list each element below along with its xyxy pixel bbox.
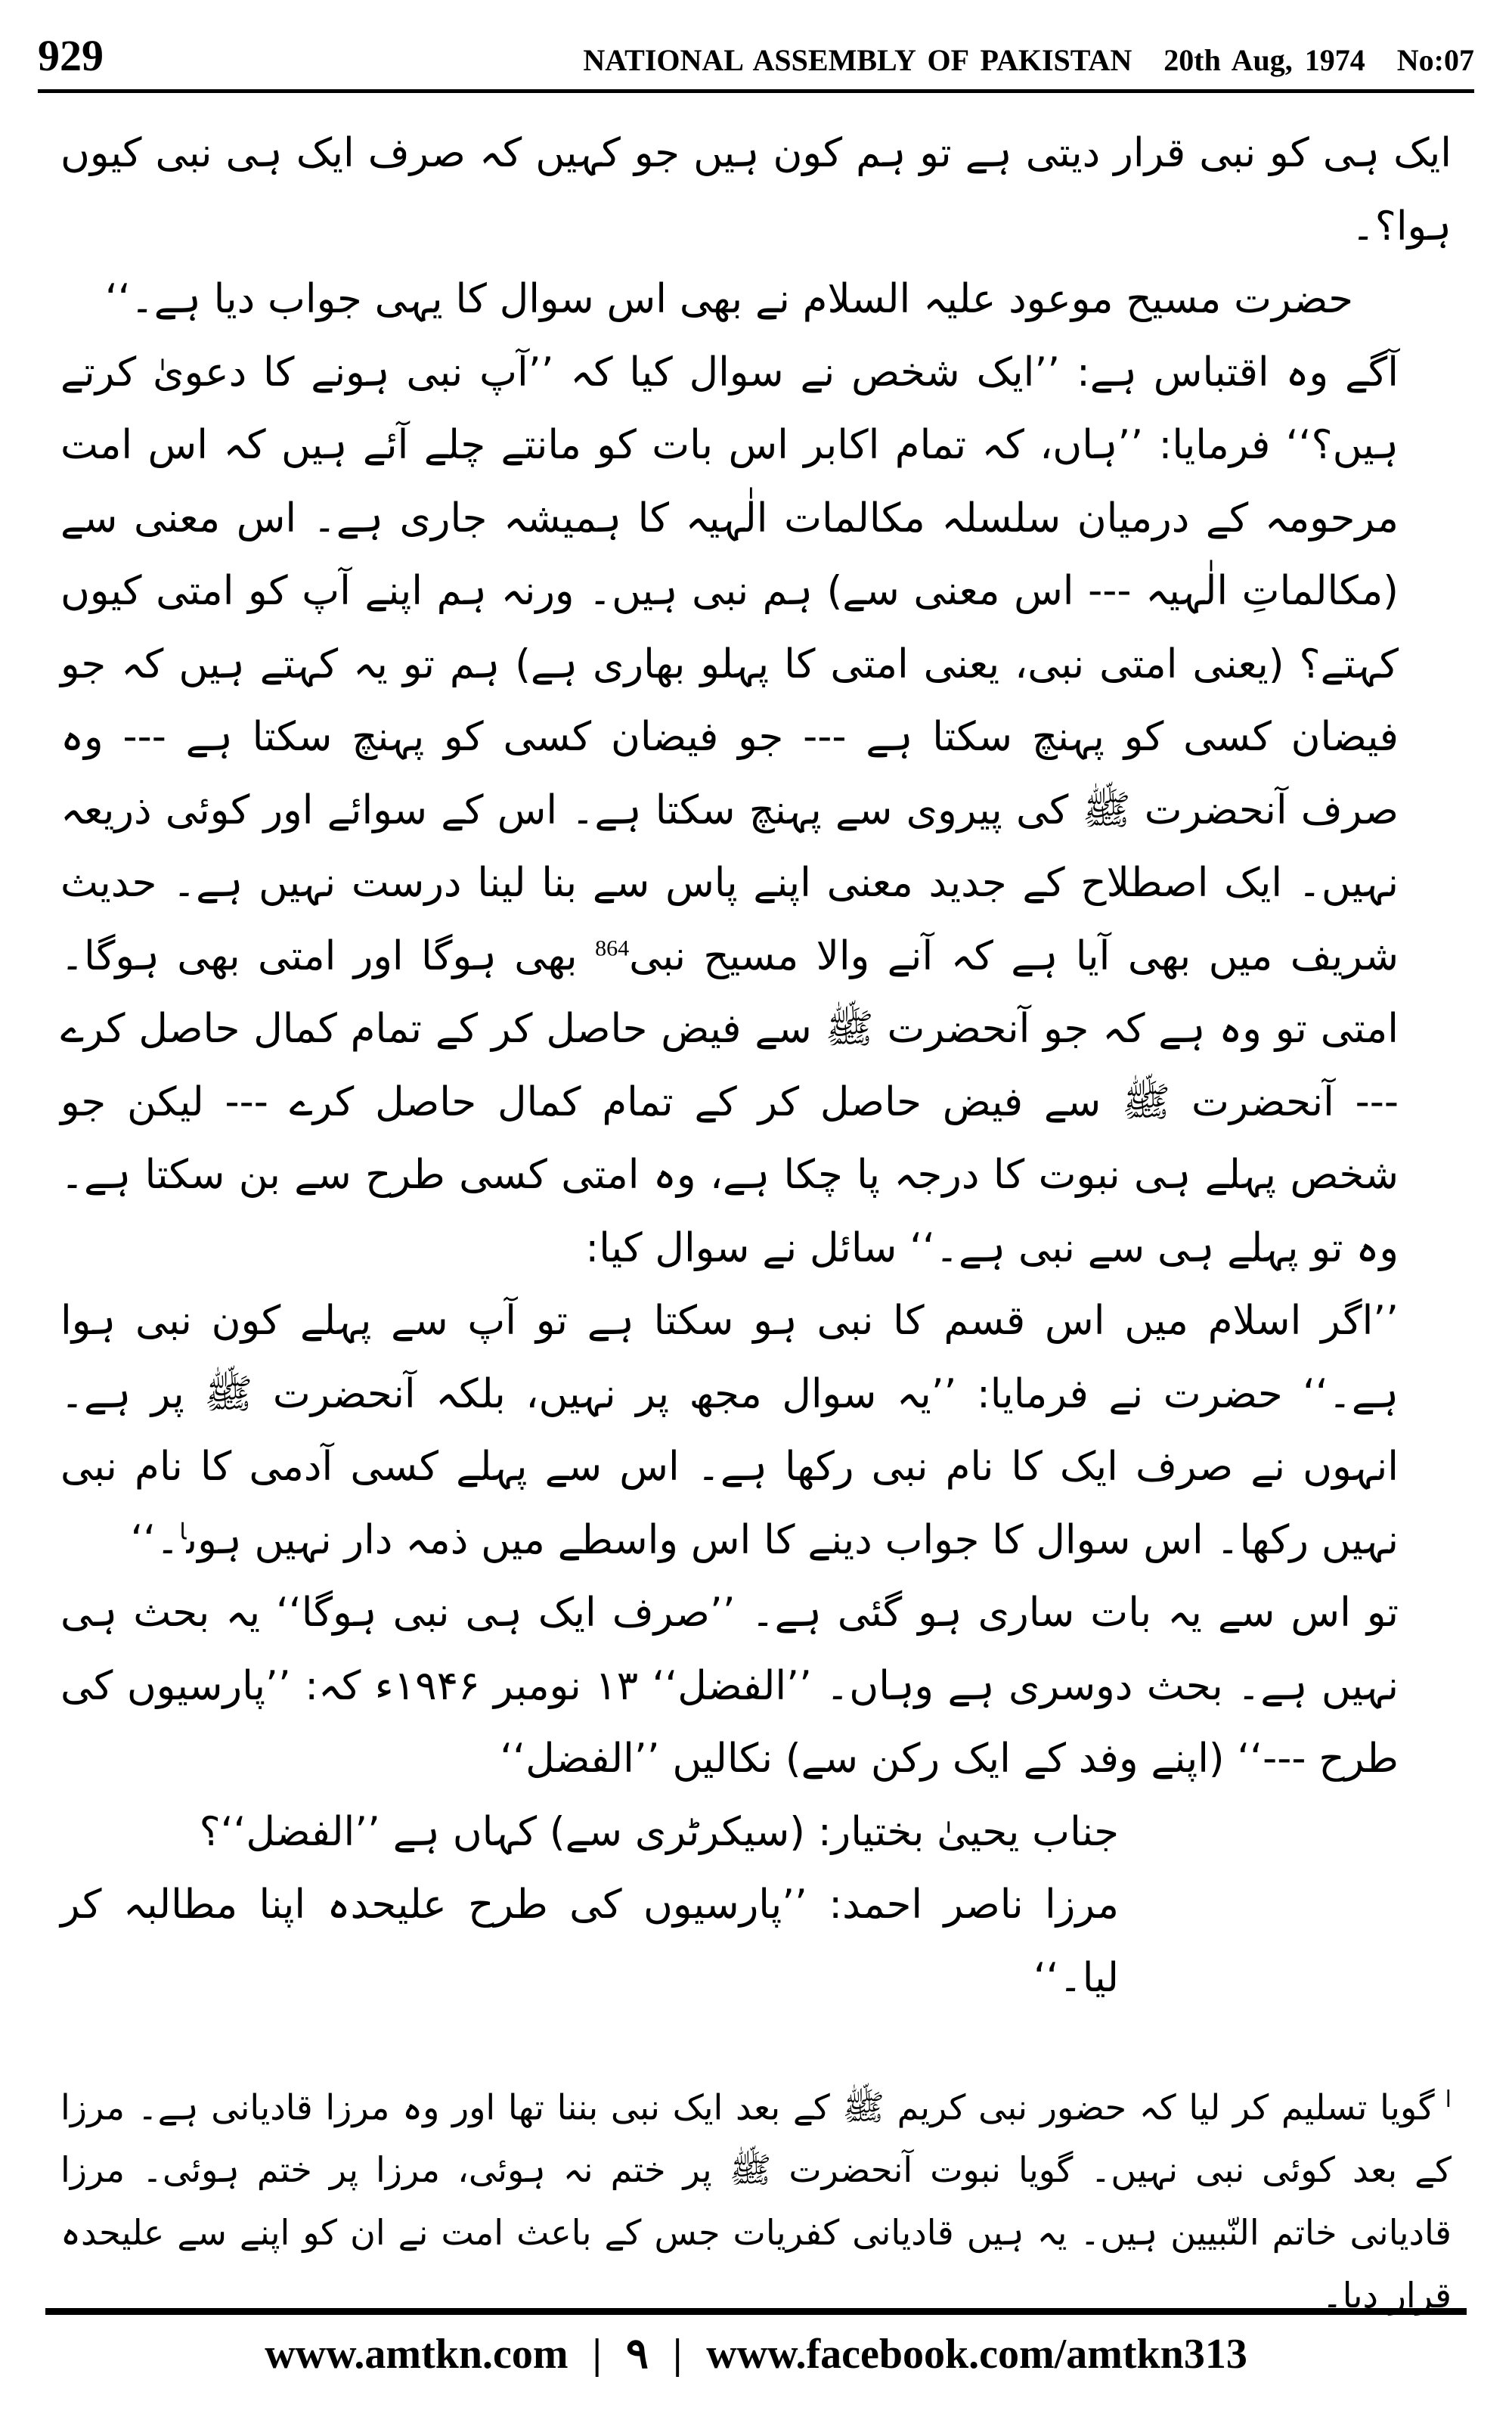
speaker-name-2: مرزا ناصر احمد: (829, 1882, 1119, 1928)
page-number: 929 (38, 31, 104, 80)
footer-page-number: ۹ (625, 2331, 649, 2378)
issue-number: No:07 (1396, 43, 1474, 77)
footnote (60, 2068, 1452, 2327)
running-head (551, 42, 1474, 78)
paragraph-3-text: آگے وہ اقتباس ہے: ’’ایک شخص نے سوال کیا کہ ’’آپ نبی ہونے کا دعویٰ کرتے ہیں؟‘‘ فرمایا: ’’ہاں، کہ تمام اکابر اس بات کو مانتے چلے آئے ہیں کہ اس امت مرحومہ کے درمیان سلسلہ مکالمات الٰہیہ کا ہمیشہ جاری ہے۔ اس معنی سے (مکالماتِ الٰہیہ --- اس معنی سے) ہم نبی ہیں۔ ورنہ ہم اپنے آپ کو امتی کیوں کہتے؟ (یعنی امتی نبی، یعنی امتی کا پہلو بھاری ہے) ہم تو یہ کہتے ہیں کہ جو فیضان کسی کو پہنچ سکتا ہے --- جو فیضان کسی کو پہنچ سکتا ہے --- وہ صرف آنحضرت ﷺ کی پیروی سے پہنچ سکتا ہے۔ اس کے سوائے اور کوئی ذریعہ نہیں۔ ایک اصطلاح کے جدید معنی اپنے پاس سے بنا لینا درست نہیں ہے۔ حدیث شریف میں بھی آیا ہے کہ آنے والا مسیح نبی (60, 349, 1399, 979)
page-header (38, 30, 1474, 91)
transcript-body (60, 117, 1452, 2015)
paragraph-3 (60, 337, 1452, 1286)
session-date: 20th Aug, 1974 (1163, 43, 1365, 77)
page-reference-marker: 864 (595, 935, 630, 960)
footnote-paragraph (60, 2068, 1452, 2327)
header-divider (38, 89, 1474, 93)
facebook-link[interactable]: www.facebook.com/amtkn313 (706, 2331, 1247, 2378)
speaker-name-1: جناب یحییٰ بختیار: (817, 1808, 1119, 1855)
paragraph-4-end: ۔‘‘ (130, 1516, 180, 1563)
footer-divider (45, 2308, 1467, 2315)
assembly-name: NATIONAL ASSEMBLY OF PAKISTAN (583, 43, 1132, 77)
website-link[interactable]: www.amtkn.com (265, 2331, 569, 2378)
footnote-text: گویا تسلیم کر لیا کہ حضور نبی کریم ﷺ کے بعد ایک نبی بننا تھا اور وہ مرزا قادیانی ہے۔ مرزا کے بعد کوئی نبی نہیں۔ گویا نبوت آنحضرت ﷺ پر ختم نہ ہوئی، مرزا پر ختم ہوئی۔ مرزا قادیانی خاتم النّبیین ہیں۔ یہ ہیں قادیانی کفریات جس کے باعث امت نے ان کو اپنے سے علیحدہ قرار دیا۔ (60, 2086, 1452, 2316)
speaker-text-2: ’’پارسیوں کی طرح علیحدہ اپنا مطالبہ کر لیا۔‘‘ (60, 1882, 1119, 2001)
speaker-text-1: (سیکرٹری سے) کہاں ہے ’’الفضل‘‘؟ (199, 1808, 818, 1855)
speaker-line-2 (60, 1869, 1452, 2015)
footer-separator-right: | (672, 2331, 683, 2378)
footnote-reference: ا (179, 1519, 187, 1544)
paragraph-1: ایک ہی کو نبی قرار دیتی ہے تو ہم کون ہیں جو کہیں کہ صرف ایک ہی نبی کیوں ہوا؟۔ (60, 130, 1452, 250)
paragraph-3-continuation: بھی ہوگا اور امتی بھی ہوگا۔ امتی تو وہ ہے کہ جو آنحضرت ﷺ سے فیض حاصل کر کے تمام کمال حاصل کرے --- آنحضرت ﷺ سے فیض حاصل کر کے تمام کمال حاصل کرے --- لیکن جو شخص پہلے ہی نبوت کا درجہ پا چکا ہے، وہ امتی کسی طرح سے بن سکتا ہے۔ وہ تو پہلے ہی سے نبی ہے۔‘‘ سائل نے سوال کیا: (60, 932, 1399, 1271)
paragraph-4-text: ’’اگر اسلام میں اس قسم کا نبی ہو سکتا ہے تو آپ سے پہلے کون نبی ہوا ہے۔‘‘ حضرت نے فرمایا: ’’یہ سوال مجھ پر نہیں، بلکہ آنحضرت ﷺ پر ہے۔ انہوں نے صرف ایک کا نام نبی رکھا ہے۔ اس سے پہلے کسی آدمی کا نام نبی نہیں رکھا۔ اس سوال کا جواب دینے کا اس واسطے میں ذمہ دار نہیں ہوں (60, 1298, 1399, 1563)
paragraph-2: حضرت مسیح موعود علیہ السلام نے بھی اس سوال کا یہی جواب دیا ہے۔‘‘ (104, 276, 1353, 322)
speaker-line-1 (60, 1796, 1452, 1869)
page-footer (45, 2329, 1467, 2397)
paragraph-5: تو اس سے یہ بات ساری ہو گئی ہے۔ ’’صرف ایک ہی نبی ہوگا‘‘ یہ بحث ہی نہیں ہے۔ بحث دوسری ہے وہاں۔ ’’الفضل‘‘ ۱۳ نومبر ۱۹۴۶ء کہ: ’’پارسیوں کی طرح ---‘‘ (اپنے وفد کے ایک رکن سے) نکالیں ’’الفضل‘‘ (60, 1590, 1399, 1782)
paragraph-4 (60, 1285, 1452, 1577)
footnote-marker: ا (1445, 2086, 1452, 2113)
footer-separator-left: | (592, 2331, 602, 2378)
